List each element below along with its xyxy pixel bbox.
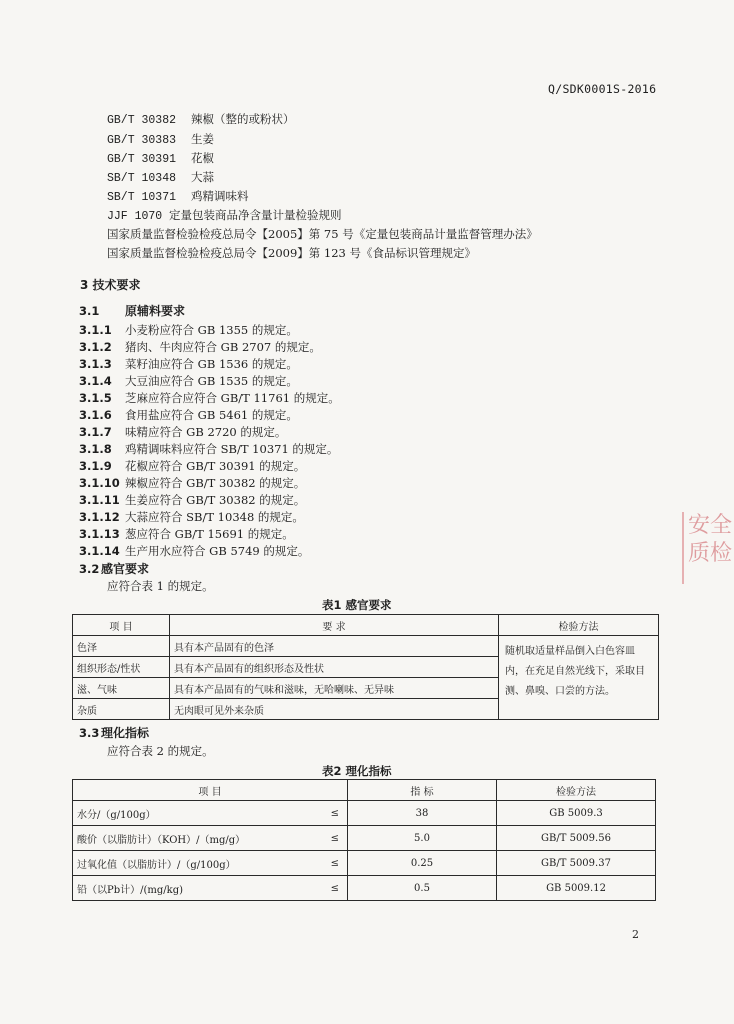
clause-text: 芝麻应符合应符合 GB/T 11761 的规定。	[125, 391, 340, 405]
physicochemical-table	[72, 779, 656, 901]
clause-item	[79, 390, 340, 406]
document-code: Q/SDK0001S-2016	[548, 82, 657, 96]
reference-title: 大蒜	[191, 170, 214, 184]
table-header-cell: 检验方法	[499, 615, 659, 636]
clause-item	[79, 526, 294, 542]
reference-title: 花椒	[191, 151, 214, 165]
subsection-number: 3.2	[79, 562, 100, 576]
table-cell-method: GB/T 5009.56	[497, 826, 656, 851]
table-row	[73, 636, 659, 657]
table-header-cell: 指 标	[348, 780, 497, 801]
table-cell-item: 铅（以Pb计）/(mg/kg)	[73, 876, 316, 901]
table-cell-item: 杂质	[73, 699, 170, 720]
reference-code: JJF 1070	[107, 210, 163, 223]
clause-text: 猪肉、牛肉应符合 GB 2707 的规定。	[125, 340, 321, 354]
clause-number: 3.1.3	[79, 357, 112, 371]
page-number: 2	[632, 928, 639, 941]
clause-number: 3.1.7	[79, 425, 112, 439]
clause-number: 3.1.10	[79, 476, 120, 490]
table-cell-requirement: 具有本产品固有的气味和滋味，无哈喇味、无异味	[170, 678, 499, 699]
table-row	[73, 801, 656, 826]
section-heading: 3 技术要求	[80, 278, 141, 292]
reference-item	[107, 150, 214, 166]
subsection-heading	[79, 302, 185, 319]
clause-item	[79, 407, 298, 423]
table-caption: 表1 感官要求	[322, 598, 392, 612]
reference-code: SB/T 10371	[107, 191, 177, 204]
table-row	[73, 851, 656, 876]
clause-number: 3.1.1	[79, 323, 112, 337]
subsection-title: 理化指标	[101, 726, 150, 740]
reference-code: GB/T 30383	[107, 134, 177, 147]
clause-item	[79, 339, 321, 355]
table-cell-item: 滋、气味	[73, 678, 170, 699]
clause-text: 葱应符合 GB/T 15691 的规定。	[125, 527, 294, 541]
reference-item	[107, 111, 295, 127]
clause-item	[79, 373, 298, 389]
clause-item	[79, 356, 298, 372]
clause-text: 鸡精调味料应符合 SB/T 10371 的规定。	[125, 442, 339, 456]
table-cell-method: GB 5009.12	[497, 876, 656, 901]
clause-item	[79, 509, 304, 525]
subsection-heading	[79, 560, 149, 577]
clause-text: 大豆油应符合 GB 1535 的规定。	[125, 374, 298, 388]
table-header-row	[73, 615, 659, 636]
section-note: 应符合表 1 的规定。	[107, 579, 214, 593]
section-note: 应符合表 2 的规定。	[107, 744, 214, 758]
table-cell-comparator: ≤	[315, 826, 348, 851]
table-cell-requirement: 具有本产品固有的组织形态及性状	[170, 657, 499, 678]
table-cell-method: 随机取适量样品倒入白色容皿内，在充足自然光线下，采取目测、鼻嗅、口尝的方法。	[499, 636, 659, 720]
clause-number: 3.1.8	[79, 442, 112, 456]
subsection-title: 原辅料要求	[125, 304, 186, 318]
table-cell-comparator: ≤	[315, 876, 348, 901]
table-cell-item: 色泽	[73, 636, 170, 657]
reference-code: GB/T 30382	[107, 114, 177, 127]
clause-number: 3.1.5	[79, 391, 112, 405]
clause-text: 味精应符合 GB 2720 的规定。	[125, 425, 287, 439]
table-cell-item: 水分/（g/100g）	[73, 801, 316, 826]
reference-title: 辣椒（整的或粉状）	[191, 112, 295, 126]
reference-item	[107, 169, 214, 185]
clause-text: 生产用水应符合 GB 5749 的规定。	[125, 544, 310, 558]
table-cell-comparator: ≤	[315, 801, 348, 826]
table-header-cell: 检验方法	[497, 780, 656, 801]
clause-text: 食用盐应符合 GB 5461 的规定。	[125, 408, 298, 422]
reference-title: 生姜	[191, 132, 214, 146]
table-row	[73, 826, 656, 851]
clause-text: 花椒应符合 GB/T 30391 的规定。	[125, 459, 306, 473]
clause-text: 生姜应符合 GB/T 30382 的规定。	[125, 493, 306, 507]
table-cell-requirement: 具有本产品固有的色泽	[170, 636, 499, 657]
reference-item	[107, 207, 342, 223]
regulation-item: 国家质量监督检验检疫总局令【2009】第 123 号《食品标识管理规定》	[107, 246, 477, 260]
clause-number: 3.1.14	[79, 544, 120, 558]
clause-number: 3.1.13	[79, 527, 120, 541]
regulation-item: 国家质量监督检验检疫总局令【2005】第 75 号《定量包装商品计量监督管理办法》	[107, 227, 538, 241]
table-cell-item: 组织形态/性状	[73, 657, 170, 678]
clause-number: 3.1.2	[79, 340, 112, 354]
subsection-heading	[79, 724, 149, 741]
reference-title: 定量包装商品净含量计量检验规则	[169, 208, 342, 222]
table-cell-requirement: 无肉眼可见外来杂质	[170, 699, 499, 720]
subsection-title: 感官要求	[101, 562, 150, 576]
clause-text: 小麦粉应符合 GB 1355 的规定。	[125, 323, 298, 337]
table-header-cell: 要 求	[170, 615, 499, 636]
table-cell-method: GB 5009.3	[497, 801, 656, 826]
table-header-cell: 项 目	[73, 615, 170, 636]
clause-number: 3.1.4	[79, 374, 112, 388]
clause-item	[79, 543, 309, 559]
table-cell-item: 酸价（以脂肪计）（KOH）/（mg/g）	[73, 826, 316, 851]
clause-number: 3.1.9	[79, 459, 112, 473]
clause-number: 3.1.12	[79, 510, 120, 524]
table-header-cell: 项 目	[73, 780, 348, 801]
table-cell-value: 0.5	[348, 876, 497, 901]
table-row	[73, 876, 656, 901]
clause-item	[79, 441, 338, 457]
reference-item	[107, 188, 249, 204]
table-header-row	[73, 780, 656, 801]
inspection-stamp: 安全 质检	[682, 512, 734, 584]
sensory-table	[72, 614, 659, 720]
table-cell-value: 38	[348, 801, 497, 826]
clause-number: 3.1.11	[79, 493, 120, 507]
table-cell-item: 过氧化值（以脂肪计）/（g/100g）	[73, 851, 316, 876]
clause-number: 3.1.6	[79, 408, 112, 422]
subsection-number: 3.3	[79, 726, 100, 740]
subsection-number: 3.1	[79, 304, 100, 318]
clause-text: 菜籽油应符合 GB 1536 的规定。	[125, 357, 298, 371]
table-cell-value: 0.25	[348, 851, 497, 876]
reference-title: 鸡精调味料	[191, 189, 249, 203]
table-caption: 表2 理化指标	[322, 764, 392, 778]
reference-code: GB/T 30391	[107, 153, 177, 166]
table-cell-method: GB/T 5009.37	[497, 851, 656, 876]
clause-item	[79, 322, 298, 338]
clause-item	[79, 475, 305, 491]
clause-text: 大蒜应符合 SB/T 10348 的规定。	[125, 510, 304, 524]
clause-item	[79, 492, 305, 508]
clause-item	[79, 424, 286, 440]
clause-item	[79, 458, 305, 474]
table-cell-value: 5.0	[348, 826, 497, 851]
clause-text: 辣椒应符合 GB/T 30382 的规定。	[125, 476, 306, 490]
table-cell-comparator: ≤	[315, 851, 348, 876]
reference-item	[107, 131, 214, 147]
reference-code: SB/T 10348	[107, 172, 177, 185]
